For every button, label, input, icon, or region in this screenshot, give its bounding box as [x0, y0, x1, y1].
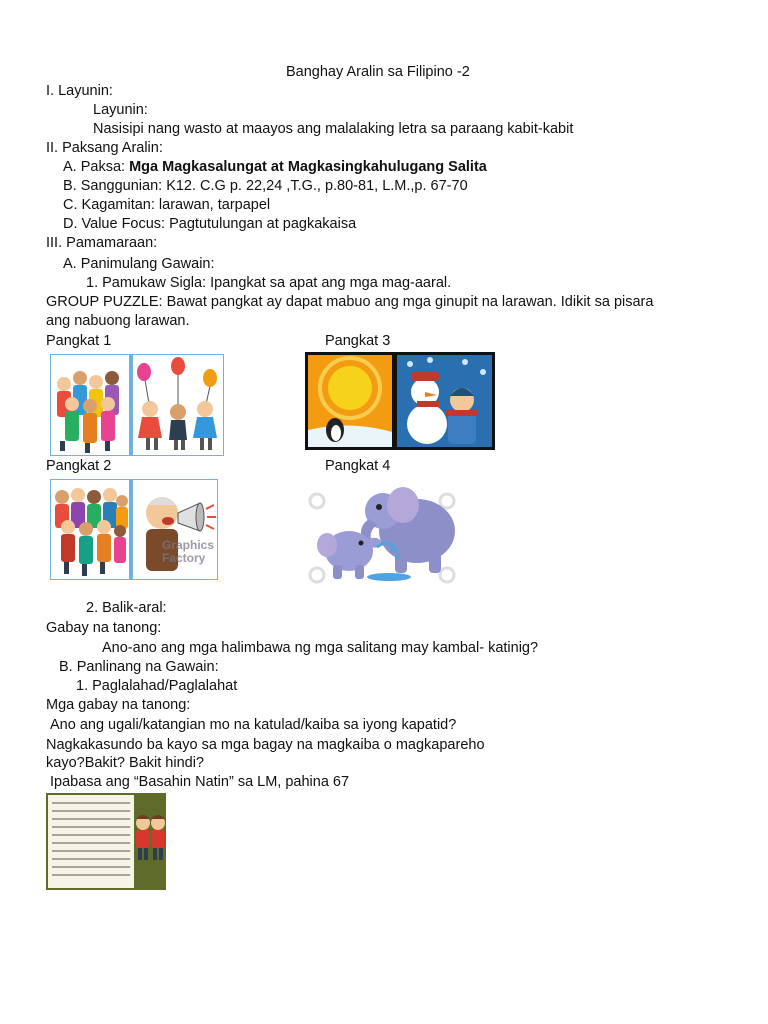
section-3-item-a1: 1. Pamukaw Sigla: Ipangkat sa apat ang mga mag-aaral.	[86, 275, 452, 291]
section-2-heading: II. Paksang Aralin:	[46, 140, 163, 156]
group-2-image	[50, 479, 218, 580]
reading-instruction: Ipabasa ang “Basahin Natin” sa LM, pahina 67	[50, 774, 350, 790]
watermark-text: Graphics Factory	[162, 538, 215, 565]
basahin-natin-image	[46, 793, 166, 890]
item-a-topic: Mga Magkasalungat at Magkasingkahulugang Salita	[129, 159, 487, 175]
item-a-prefix: A. Paksa:	[63, 159, 130, 175]
balik-aral-question: Ano-ano ang mga halimbawa ng mga salitang may kambal- katinig?	[102, 640, 539, 656]
balik-aral-item: 2. Balik-aral:	[86, 600, 167, 616]
group-4-label: Pangkat 4	[325, 458, 391, 474]
section-3-heading: III. Pamamaraan:	[46, 235, 158, 251]
gabay-question-2-line-1: Nagkakasundo ba kayo sa mga bagay na magkaiba o magkapareho	[46, 737, 485, 753]
section-1-text: Nasisipi nang wasto at maayos ang malalaking letra sa paraang kabit-kabit	[93, 121, 574, 137]
section-2-item-c: C. Kagamitan: larawan, tarpapel	[63, 197, 271, 213]
panlinang-heading: B. Panlinang na Gawain:	[59, 659, 219, 675]
section-3-item-a: A. Panimulang Gawain:	[63, 256, 215, 272]
group-3-image	[305, 352, 495, 450]
gabay-question-1: Ano ang ugali/katangian mo na katulad/kaiba sa iyong kapatid?	[50, 717, 457, 733]
group-3-label: Pangkat 3	[325, 333, 391, 349]
panlinang-item-1: 1. Paglalahad/Paglalahat	[76, 678, 238, 694]
section-2-item-d: D. Value Focus: Pagtutulungan at pagkakaisa	[63, 216, 357, 232]
page-title: Banghay Aralin sa Filipino -2	[286, 64, 470, 80]
group-puzzle-line-1: GROUP PUZZLE: Bawat pangkat ay dapat mabuo ang mga ginupit na larawan. Idikit sa pisara	[46, 294, 654, 310]
section-1-sub: Layunin:	[93, 102, 148, 118]
section-2-item-a	[63, 158, 487, 176]
group-1-label: Pangkat 1	[46, 333, 112, 349]
balik-aral-label: Gabay na tanong:	[46, 620, 162, 636]
group-2-label: Pangkat 2	[46, 458, 112, 474]
gabay-label: Mga gabay na tanong:	[46, 697, 191, 713]
section-1-heading: I. Layunin:	[46, 83, 113, 99]
group-1-image	[50, 354, 224, 456]
group-4-image	[305, 483, 465, 587]
gabay-question-2-line-2: kayo?Bakit? Bakit hindi?	[46, 755, 204, 771]
section-2-item-b: B. Sanggunian: K12. C.G p. 22,24 ,T.G., p.80-81, L.M.,p. 67-70	[63, 178, 468, 194]
group-puzzle-line-2: ang nabuong larawan.	[46, 313, 190, 329]
